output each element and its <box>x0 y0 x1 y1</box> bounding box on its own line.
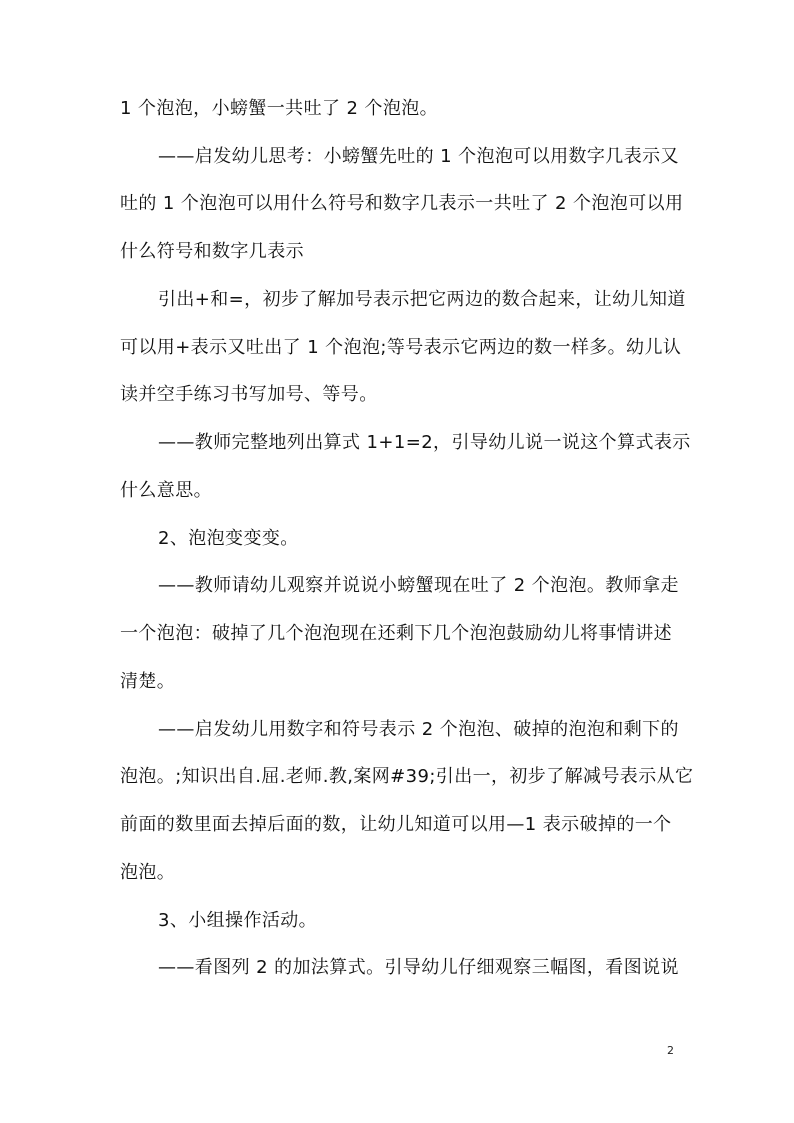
page-number: 2 <box>667 1044 674 1057</box>
text-line: ——启发幼儿思考：小螃蟹先吐的 1 个泡泡可以用数字几表示又 <box>158 146 679 167</box>
text-line: ——看图列 2 的加法算式。引导幼儿仔细观察三幅图，看图说说 <box>158 957 679 978</box>
text-line: 吐的 1 个泡泡可以用什么符号和数字几表示一共吐了 2 个泡泡可以用 <box>120 193 684 214</box>
text-line: 3、小组操作活动。 <box>158 910 318 931</box>
text-line: 1 个泡泡，小螃蟹一共吐了 2 个泡泡。 <box>120 98 439 119</box>
text-line: 一个泡泡：破掉了几个泡泡现在还剩下几个泡泡鼓励幼儿将事情讲述 <box>120 623 672 644</box>
text-line: 可以用+表示又吐出了 1 个泡泡;等号表示它两边的数一样多。幼儿认 <box>120 337 682 358</box>
text-line: 什么意思。 <box>120 480 212 501</box>
text-line: 前面的数里面去掉后面的数，让幼儿知道可以用—1 表示破掉的一个 <box>120 814 672 835</box>
text-line: 2、泡泡变变变。 <box>158 528 299 549</box>
text-line: ——教师完整地列出算式 1+1=2，引导幼儿说一说这个算式表示 <box>158 432 691 453</box>
text-line: 泡泡。;知识出自.屈.老师.教,案网#39;引出一，初步了解减号表示从它 <box>120 766 694 787</box>
text-line: 什么符号和数字几表示 <box>120 241 304 262</box>
text-line: 清楚。 <box>120 671 176 692</box>
text-line: 读并空手练习书写加号、等号。 <box>120 384 378 405</box>
text-line: 引出+和=，初步了解加号表示把它两边的数合起来，让幼儿知道 <box>158 289 686 310</box>
text-line: ——教师请幼儿观察并说说小螃蟹现在吐了 2 个泡泡。教师拿走 <box>158 575 679 596</box>
text-line: 泡泡。 <box>120 862 176 883</box>
text-line: ——启发幼儿用数字和符号表示 2 个泡泡、破掉的泡泡和剩下的 <box>158 719 679 740</box>
